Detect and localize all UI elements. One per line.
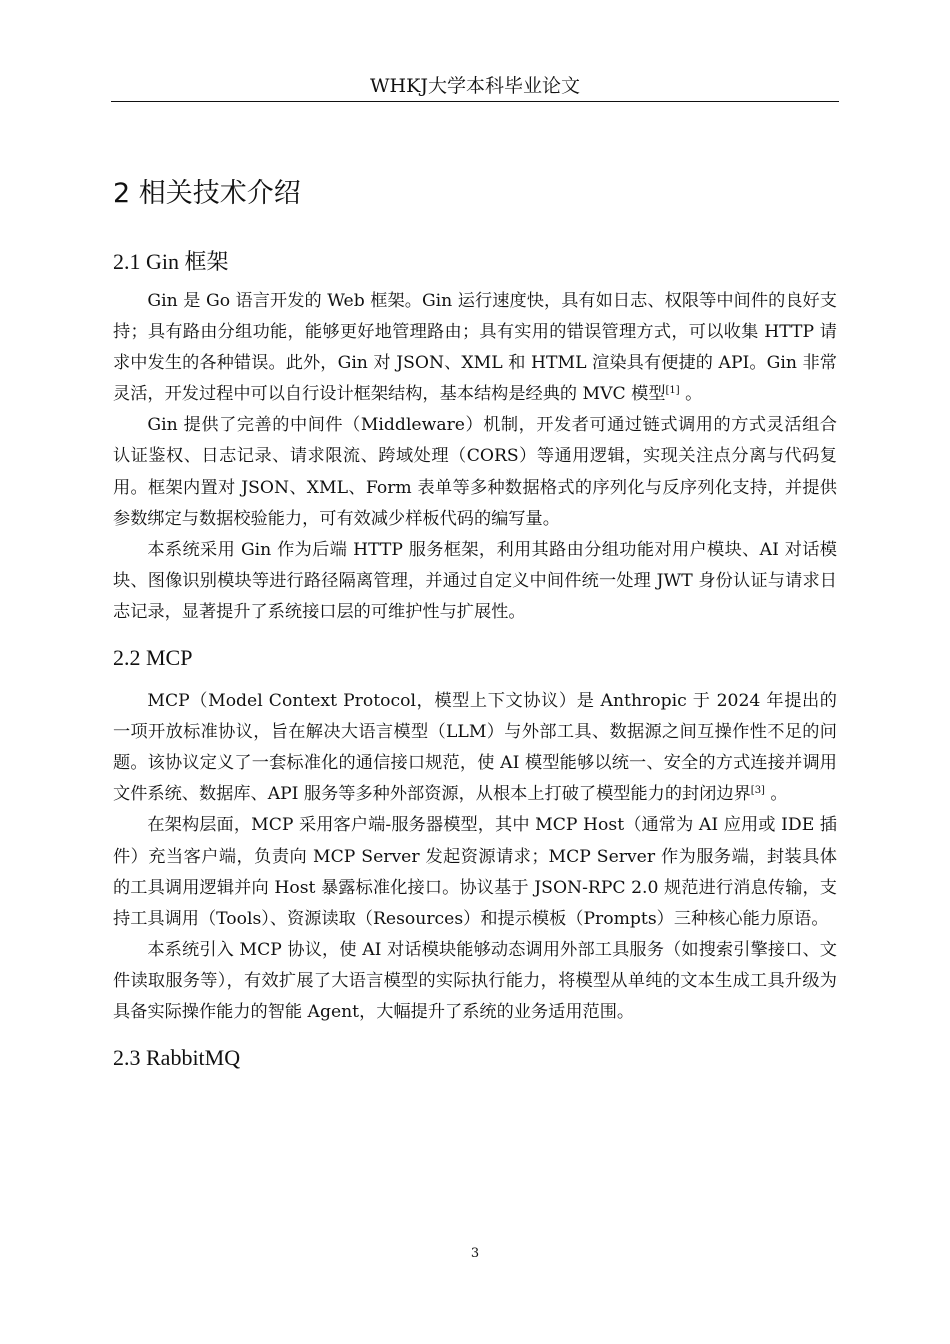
paragraph: 本系统采用 Gin 作为后端 HTTP 服务框架，利用其路由分组功能对用户模块、AI 对话模块、图像识别模块等进行路径隔离管理，并通过自定义中间件统一处理 JWT 身份认证与请求日志记录，显著提升了系统接口层的可维护性与扩展性。 xyxy=(113,539,837,622)
paragraph-text: MCP（Model Context Protocol，模型上下文协议）是 Anthropic 于 2024 年提出的一项开放标准协议，旨在解决大语言模型（LLM）与外部工具、数据源之间互操作性不足的问题。该协议定义了一套标准化的通信接口规范，使 AI 模型能够以统一、安全的方式连接并调用文件系统、数据库、API 服务等多种外部资源，从根本上打破了模型能力的封闭边界 xyxy=(113,691,837,805)
citation: [1] xyxy=(665,385,680,397)
section-body xyxy=(113,678,837,1028)
paragraph: Gin 提供了完善的中间件（Middleware）机制，开发者可通过链式调用的方式灵活组合认证鉴权、日志记录、请求限流、跨域处理（CORS）等通用逻辑，实现关注点分离与代码复用。框架内置对 JSON、XML、Form 表单等多种数据格式的序列化与反序列化支持，并提供参数绑定与数据校验能力，可有效减少样板代码的编写量。 xyxy=(113,415,837,529)
section-2-3 xyxy=(113,1038,837,1078)
paragraph-text: Gin 是 Go 语言开发的 Web 框架。Gin 运行速度快，具有如日志、权限等中间件的良好支持；具有路由分组功能，能够更好地管理路由；具有实用的错误管理方式，可以收集 HTTP 请求中发生的各种错误。此外，Gin 对 JSON、XML 和 HTML 渲染具有便捷的 API。Gin 非常灵活，开发过程中可以自行设计框架结构，基本结构是经典的 MVC 模型 xyxy=(113,291,837,405)
paragraph: 在架构层面，MCP 采用客户端-服务器模型，其中 MCP Host（通常为 AI 应用或 IDE 插件）充当客户端，负责向 MCP Server 发起资源请求；MCP Server 作为服务端，封装具体的工具调用逻辑并向 Host 暴露标准化接口。协议基于 JSON-RPC 2.0 规范进行消息传输，支持工具调用（Tools）、资源读取（Resources）和提示模板（Prompts）三种核心能力原语。 xyxy=(113,815,837,929)
paragraph-tail: 。 xyxy=(679,384,703,405)
section-body xyxy=(113,282,837,628)
paragraph xyxy=(113,286,837,410)
page-number: 3 xyxy=(470,1246,480,1261)
citation: [3] xyxy=(750,785,765,797)
section-heading: 2.3 RabbitMQ xyxy=(113,1045,241,1071)
section-heading: 2.1 Gin 框架 xyxy=(113,249,229,274)
section-2-2 xyxy=(113,638,837,1028)
section-2-1 xyxy=(113,242,837,628)
header-rule xyxy=(111,101,839,102)
section-heading: 2.2 MCP xyxy=(113,645,193,671)
running-header: WHKJ大学本科毕业论文 xyxy=(370,75,580,97)
chapter-title: 2 相关技术介绍 xyxy=(113,178,301,209)
paragraph-tail: 。 xyxy=(764,784,788,805)
page-body xyxy=(113,170,837,1086)
paragraph: 本系统引入 MCP 协议，使 AI 对话模块能够动态调用外部工具服务（如搜索引擎接口、文件读取服务等），有效扩展了大语言模型的实际执行能力，将模型从单纯的文本生成工具升级为具备实际操作能力的智能 Agent，大幅提升了系统的业务适用范围。 xyxy=(113,939,837,1022)
paragraph xyxy=(113,686,837,810)
